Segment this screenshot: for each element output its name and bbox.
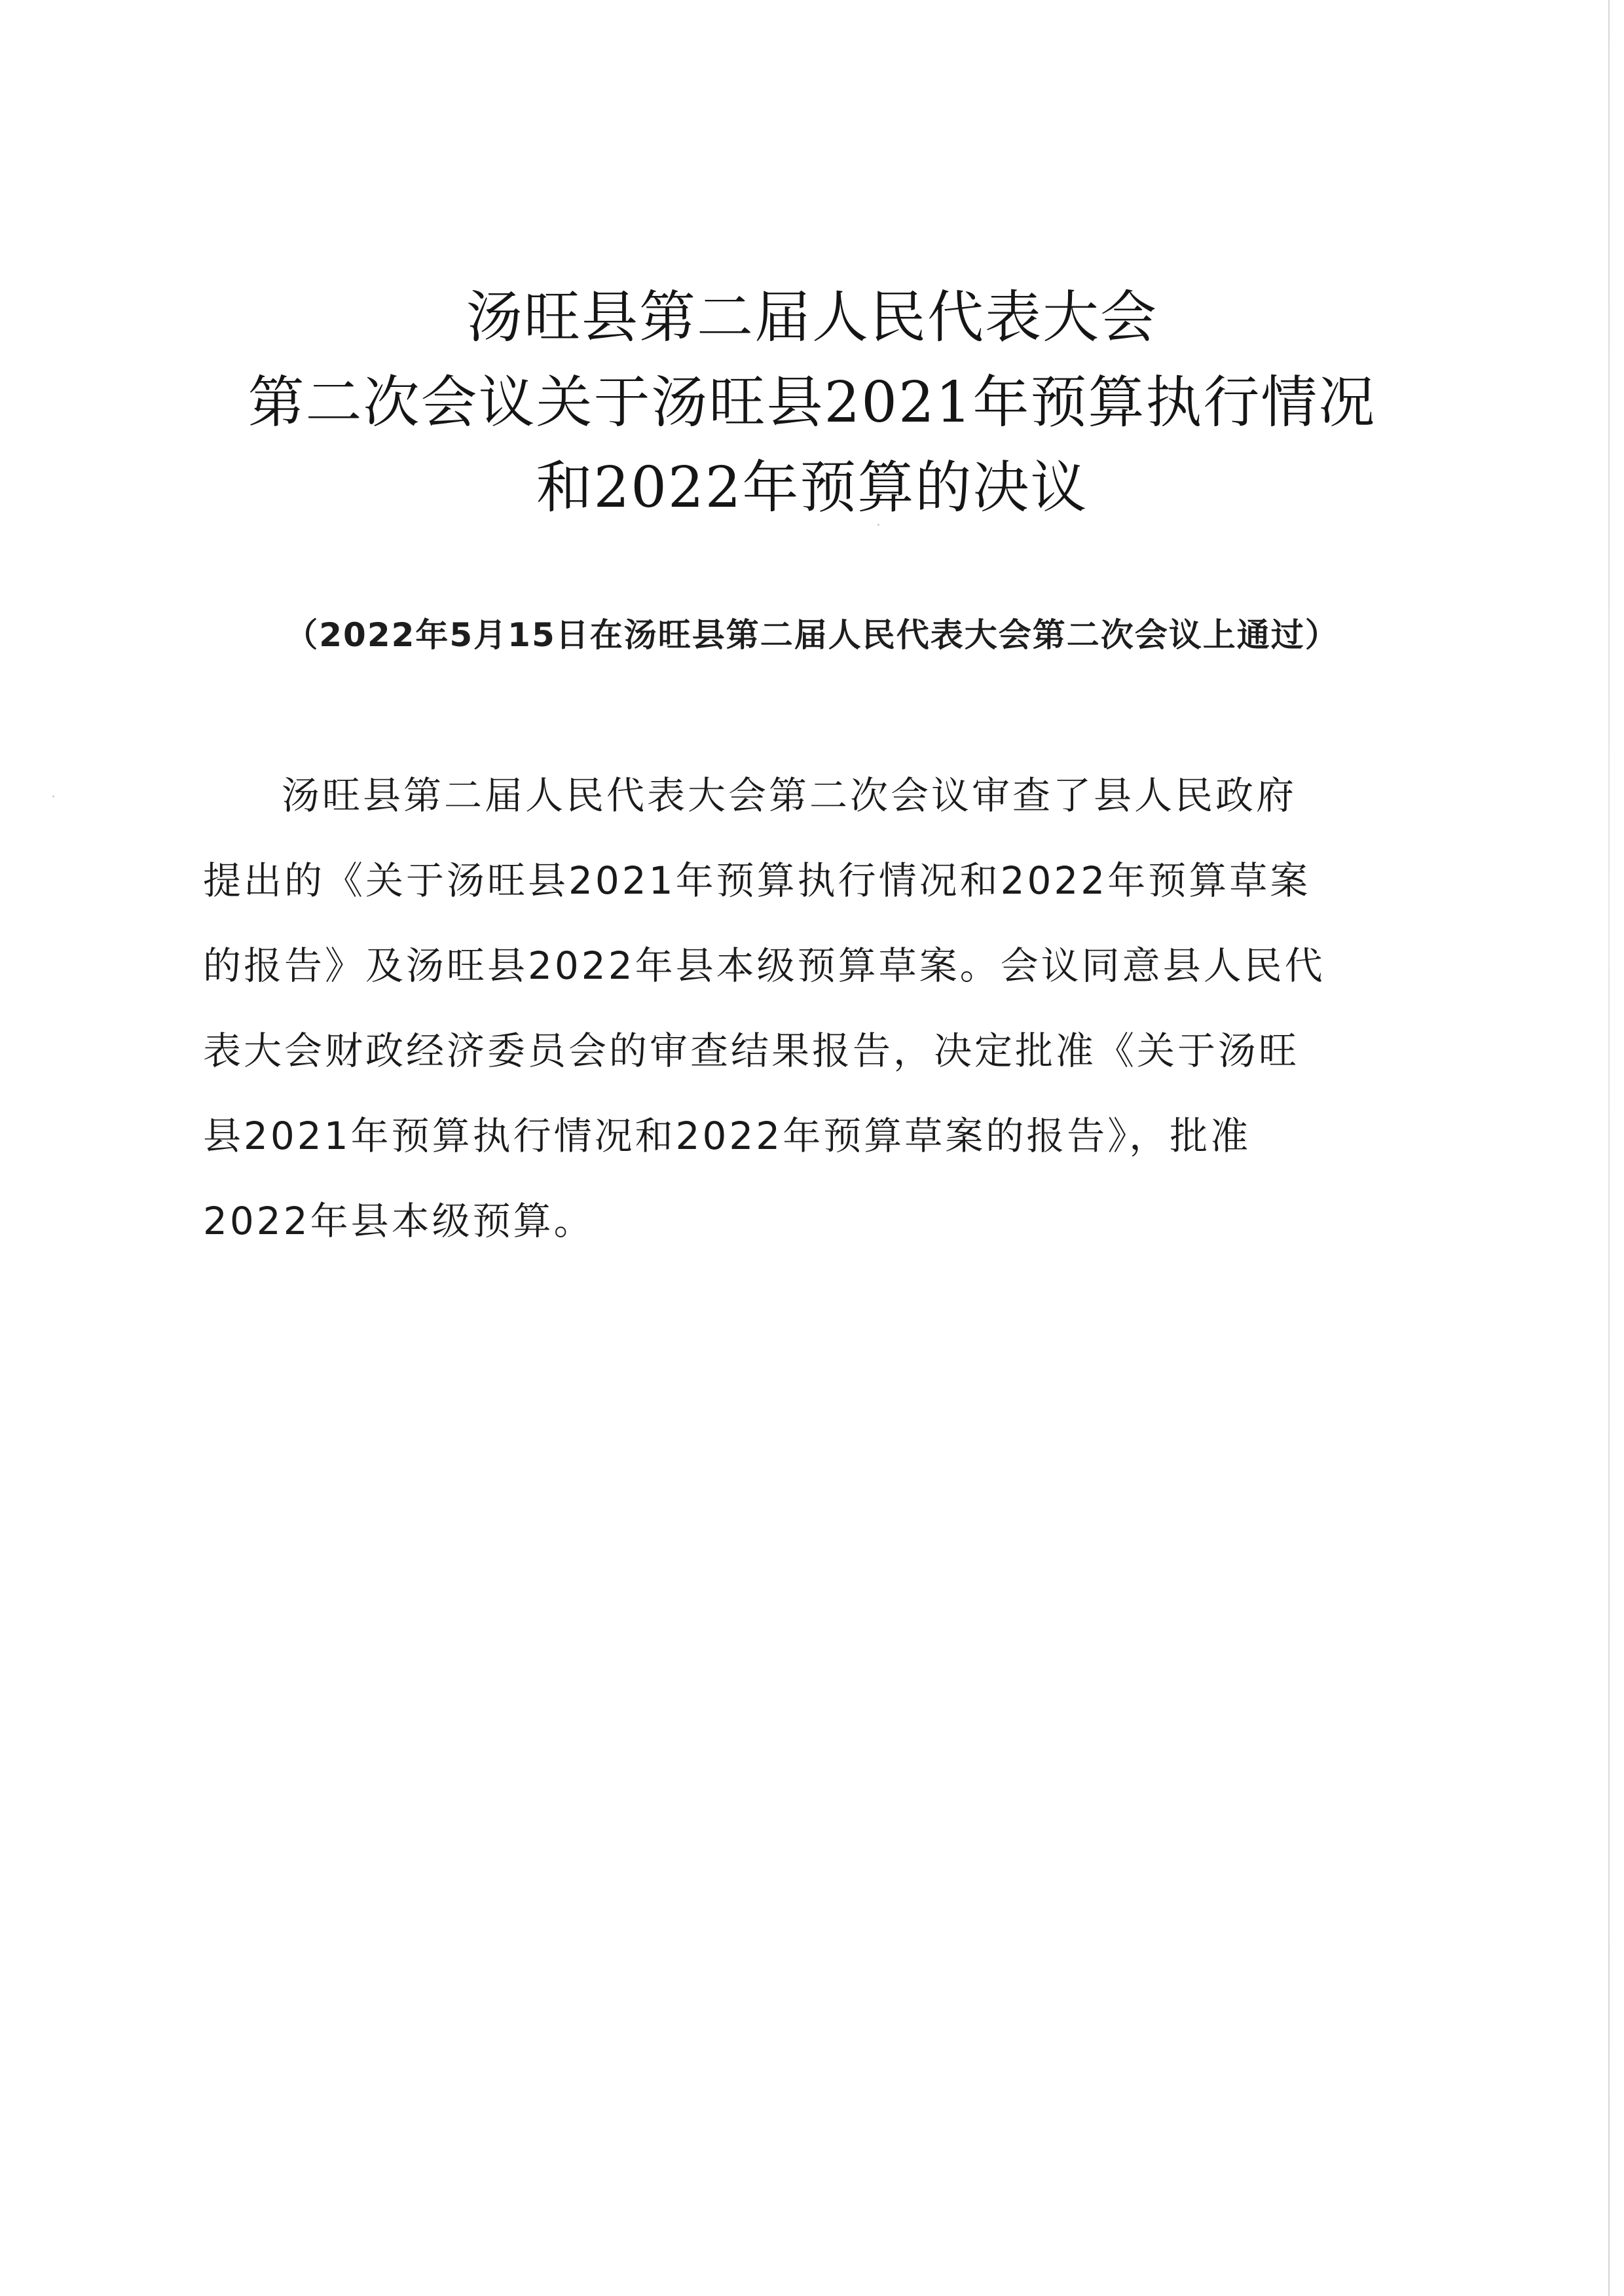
title-line-3: 和2022年预算的决议: [536, 455, 1088, 520]
scan-speck: [52, 795, 54, 797]
adoption-note: （2022年5月15日在汤旺县第二届人民代表大会第二次会议上通过）: [285, 616, 1339, 654]
body-line: 表大会财政经济委员会的审查结果报告，决定批准《关于汤旺: [203, 1029, 1300, 1073]
body-line: 的报告》及汤旺县2022年县本级预算草案。会议同意县人民代: [203, 943, 1325, 988]
document-title: [0, 275, 1624, 530]
body-line: 提出的《关于汤旺县2021年预算执行情况和2022年预算草案: [203, 858, 1311, 903]
body-line: 汤旺县第二届人民代表大会第二次会议审查了县人民政府: [282, 773, 1297, 818]
resolution-body: [203, 753, 1401, 1264]
title-line-2: 第二次会议关于汤旺县2021年预算执行情况: [248, 370, 1376, 435]
title-line-1: 汤旺县第二届人民代表大会: [466, 285, 1158, 350]
body-line: 2022年县本级预算。: [203, 1199, 595, 1243]
body-line: 县2021年预算执行情况和2022年预算草案的报告》，批准: [203, 1114, 1251, 1158]
